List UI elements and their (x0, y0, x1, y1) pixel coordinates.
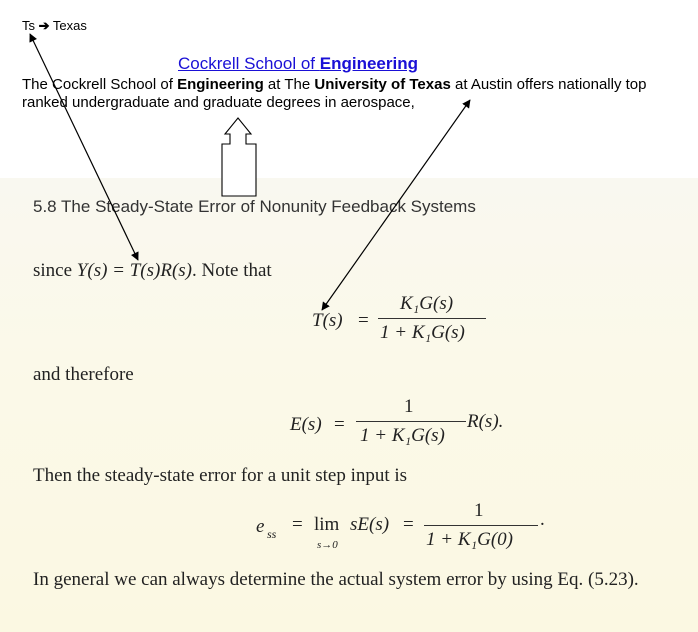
eq2-denominator: 1 + K₁G(s) (360, 425, 445, 446)
eq2-suffix: R(s). (467, 411, 504, 432)
eq3-equals: = (292, 514, 303, 535)
eq3-expression: sE(s) (350, 514, 390, 535)
abbrev-text: Ts (22, 18, 35, 33)
eq3-numerator: 1 (474, 500, 484, 521)
since-suffix: . Note that (192, 260, 272, 281)
intro-text-1: The Cockrell School of (22, 76, 178, 93)
since-equation: Y(s) = T(s)R(s) (76, 260, 193, 281)
eq3-denominator: 1 + K₁G(0) (426, 529, 513, 550)
annotation-arrow-degrees-to-ts (322, 100, 470, 310)
eq3-lim: lim (314, 514, 340, 535)
then-line: Then the steady-state error for a unit step input is (33, 465, 408, 486)
intro-bold-engineering: Engineering (177, 76, 264, 93)
annotation-arrow-ts-to-tsrs (30, 34, 138, 260)
eq1-equals: = (358, 310, 369, 331)
eq1-lhs: T(s) (312, 310, 343, 331)
eq2-numerator: 1 (404, 396, 414, 417)
eq3-lhs-subscript: ss (267, 527, 277, 541)
link-bold: Engineering (319, 54, 418, 73)
eq3-lhs: e (256, 516, 265, 537)
link-prefix: Cockrell School of (178, 54, 320, 73)
eq3-suffix: . (540, 509, 545, 530)
abbrev-target: Texas (52, 18, 87, 33)
eq1-numerator: K₁G(s) (400, 293, 454, 314)
intro-text-3: at Austin offers nationally top ranked undergraduate and graduate degrees in aerospace, (22, 76, 647, 111)
since-prefix: since (33, 260, 77, 281)
eq2-equals: = (334, 414, 345, 435)
and-therefore-text: and therefore (33, 364, 134, 385)
eq2-lhs: E(s) (290, 414, 322, 435)
right-arrow-icon: ➔ (38, 18, 50, 33)
eq3-equals-2: = (403, 514, 414, 535)
intro-text-2: at The (263, 76, 315, 93)
hollow-up-arrow-icon (222, 118, 256, 196)
general-line: In general we can always determine the actual system error by using Eq. (5.23). (33, 569, 639, 590)
intro-bold-university: University of Texas (314, 76, 451, 93)
eq3-lim-subscript: s→0 (317, 539, 338, 551)
eq1-denominator: 1 + K₁G(s) (380, 322, 465, 343)
section-heading: 5.8 The Steady-State Error of Nonunity Feedback Systems (33, 197, 476, 216)
